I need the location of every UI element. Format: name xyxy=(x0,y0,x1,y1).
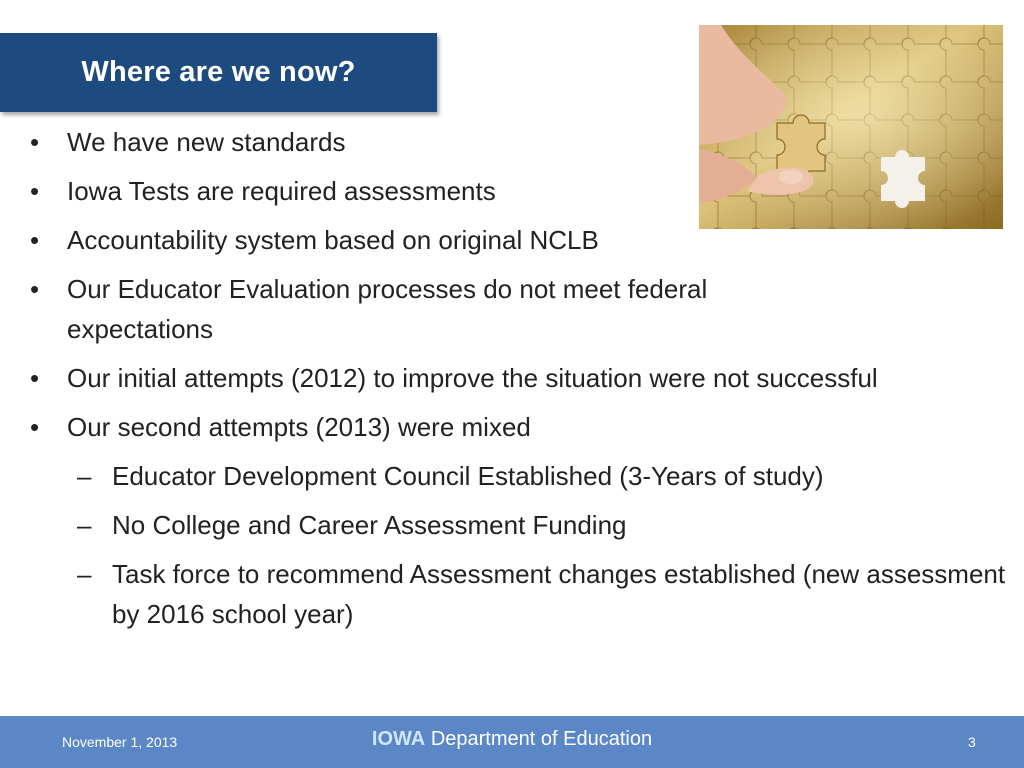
footer-org-emphasis: IOWA xyxy=(371,728,426,750)
footer-date: November 1, 2013 xyxy=(62,734,178,750)
bullet-marker: • xyxy=(30,225,40,255)
bullet-text: Our initial attempts (2012) to improve the situation were not successful xyxy=(67,363,878,393)
bullet-item xyxy=(28,220,1008,260)
sub-bullet-marker: – xyxy=(77,461,92,491)
bullet-text: We have new standards xyxy=(67,127,346,157)
title-banner xyxy=(0,33,437,112)
bullet-marker: • xyxy=(30,127,40,157)
bullet-item xyxy=(28,171,1008,211)
bullet-text: Accountability system based on original NCLB xyxy=(67,225,599,255)
sub-bullet-item xyxy=(28,505,1008,545)
sub-bullet-text: Task force to recommend Assessment changes established (new assessment by 2016 school year) xyxy=(112,559,1006,629)
sub-bullet-item xyxy=(28,456,1008,496)
slide-number: 3 xyxy=(968,734,976,750)
bullet-text: Iowa Tests are required assessments xyxy=(67,176,496,206)
bullet-marker: • xyxy=(30,176,40,206)
sub-bullet-text: Educator Development Council Established (3-Years of study) xyxy=(112,461,824,491)
bullet-marker: • xyxy=(30,363,40,393)
bullet-item xyxy=(28,122,1008,162)
bullet-marker: • xyxy=(30,274,40,304)
footer-organization xyxy=(0,728,1024,751)
bullet-item xyxy=(28,269,847,349)
slide-title: Where are we now? xyxy=(81,56,356,88)
sub-bullet-text: No College and Career Assessment Funding xyxy=(112,510,627,540)
bullet-item xyxy=(28,407,1008,447)
bullet-item xyxy=(28,358,947,398)
bullet-text: Our second attempts (2013) were mixed xyxy=(67,412,531,442)
sub-bullet-marker: – xyxy=(77,559,92,589)
bullet-marker: • xyxy=(30,412,40,442)
footer-bar xyxy=(0,716,1024,768)
sub-bullet-item xyxy=(28,554,1012,634)
bullet-text: Our Educator Evaluation processes do not meet federal expectations xyxy=(67,274,708,344)
sub-bullet-marker: – xyxy=(77,510,92,540)
bullet-list xyxy=(28,122,1008,634)
footer-org-name: Department of Education xyxy=(425,728,653,750)
